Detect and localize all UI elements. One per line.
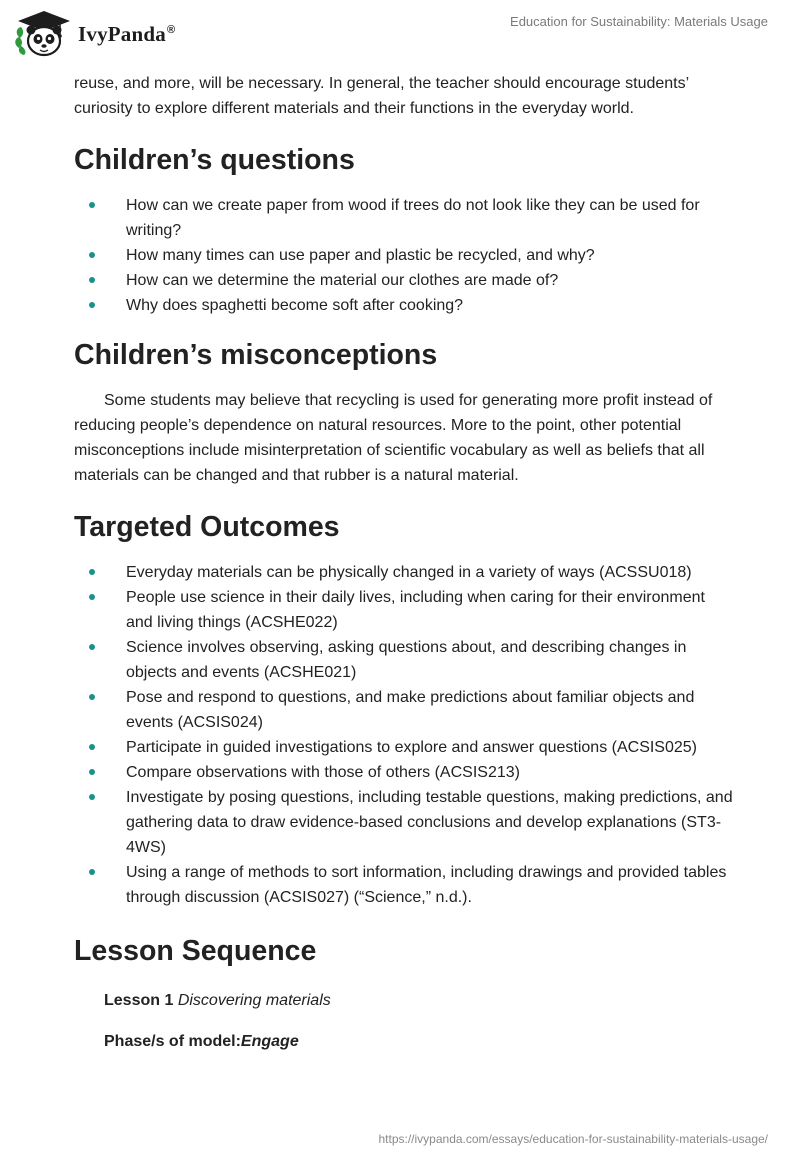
bullet-dot-icon [89, 594, 95, 600]
outcomes-list [74, 560, 734, 910]
panda-graduate-icon [14, 8, 72, 58]
intro-paragraph: reuse, and more, will be necessary. In general, the teacher should encourage students’ curiosity to explore different materials and their functions in the everyday world. [74, 75, 689, 117]
section-heading-questions: Children’s questions [74, 144, 355, 176]
essay-content [74, 70, 734, 1054]
section-heading-misconceptions: Children’s misconceptions [74, 339, 438, 371]
bullet-dot-icon [89, 694, 95, 700]
bullet-dot-icon [89, 277, 95, 283]
list-item: Compare observations with those of others (ACSIS213) [74, 760, 734, 785]
list-item: Using a range of methods to sort information, including drawings and provided tables through discussion (ACSIS027) (“Science,” n.d.). [74, 860, 734, 910]
list-item: Pose and respond to questions, and make predictions about familiar objects and events (ACSIS024) [74, 685, 734, 735]
lesson-label: Lesson 1 [104, 992, 174, 1009]
list-item: Everyday materials can be physically changed in a variety of ways (ACSSU018) [74, 560, 734, 585]
phase-label: Phase/s of model: [104, 1033, 241, 1050]
list-item: How can we determine the material our clothes are made of? [74, 268, 734, 293]
bullet-dot-icon [89, 794, 95, 800]
document-title: Education for Sustainability: Materials Usage [510, 14, 768, 29]
bullet-dot-icon [89, 644, 95, 650]
bullet-dot-icon [89, 569, 95, 575]
phase-value: Engage [240, 1033, 299, 1050]
brand-name: IvyPanda® [78, 21, 176, 46]
brand-logo[interactable] [14, 8, 175, 58]
questions-list [74, 193, 734, 318]
bullet-dot-icon [89, 869, 95, 875]
bullet-dot-icon [89, 252, 95, 258]
page-header [0, 0, 800, 70]
list-item: People use science in their daily lives, including when caring for their environment and living things (ACSHE022) [74, 585, 734, 635]
bullet-dot-icon [89, 744, 95, 750]
section-heading-sequence: Lesson Sequence [74, 935, 317, 967]
misconceptions-paragraph: Some students may believe that recycling is used for generating more profit instead of reducing people’s dependence on natural resources. More to the point, other potential misconceptions include misinterpretation of scientific vocabulary as well as beliefs that all materials can be changed and that rubber is a natural material. [74, 392, 713, 484]
lesson-line [74, 988, 734, 1013]
list-item: How many times can use paper and plastic be recycled, and why? [74, 243, 734, 268]
phase-line [74, 1029, 734, 1054]
source-url[interactable]: https://ivypanda.com/essays/education-for-sustainability-materials-usage/ [378, 1132, 768, 1146]
list-item: Why does spaghetti become soft after cooking? [74, 293, 734, 318]
lesson-title: Discovering materials [177, 992, 331, 1009]
list-item: How can we create paper from wood if trees do not look like they can be used for writing? [74, 193, 734, 243]
list-item: Participate in guided investigations to explore and answer questions (ACSIS025) [74, 735, 734, 760]
list-item: Science involves observing, asking questions about, and describing changes in objects and events (ACSHE021) [74, 635, 734, 685]
bullet-dot-icon [89, 202, 95, 208]
bullet-dot-icon [89, 769, 95, 775]
list-item: Investigate by posing questions, including testable questions, making predictions, and gathering data to draw evidence-based conclusions and develop explanations (ST3-4WS) [74, 785, 734, 860]
bullet-dot-icon [89, 302, 95, 308]
section-heading-outcomes: Targeted Outcomes [74, 511, 340, 543]
